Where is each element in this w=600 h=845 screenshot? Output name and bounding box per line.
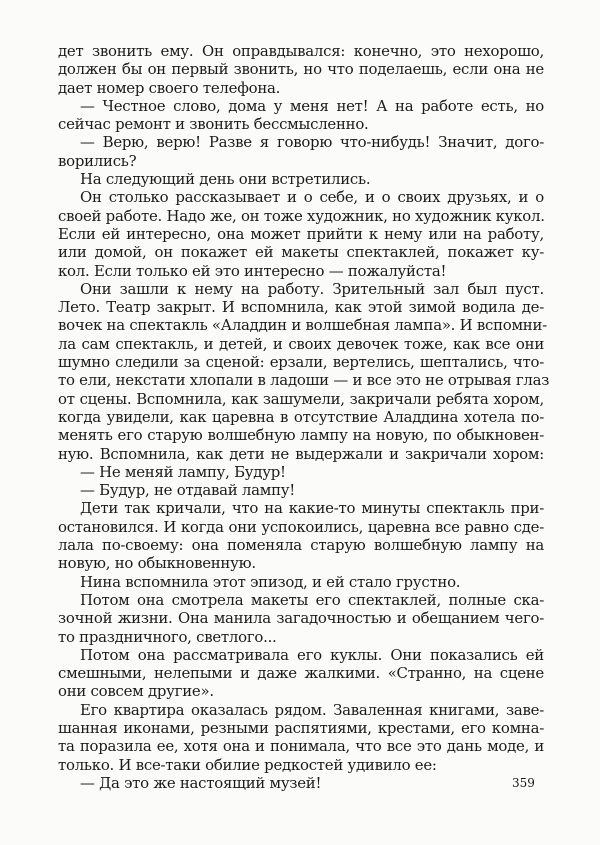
text-line: Потом она смотрела макеты его спектаклей, полные ска-: [80, 590, 544, 609]
text-line: только. И все-таки обилие редкостей удивило ее:: [58, 755, 437, 774]
text-line: шумно следили за сценой: ерзали, вертелись, шептались, что-: [58, 353, 544, 372]
text-line: то ели, некстати хлопали в ладоши — и все это не отрывая глаз: [58, 371, 550, 390]
text-line: кол. Если только ей это интересно — пожалуйста!: [58, 261, 447, 280]
text-line: дает номер своего телефона.: [58, 78, 281, 97]
text-line: Потом она рассматривала его куклы. Они показались ей: [80, 645, 544, 664]
text-line: или домой, он покажет ей макеты спектаклей, покажет ку-: [58, 243, 544, 262]
text-line: Нина вспомнила этот эпизод, и ей стало грустно.: [80, 572, 461, 591]
text-line: сейчас ремонт и звонить бессмысленно.: [58, 115, 369, 134]
text-line: от сцены. Вспомнила, как зашумели, закричали ребята хором,: [58, 389, 544, 408]
text-line: — Будур, не отдавай лампу!: [80, 481, 295, 500]
text-line: Они зашли к нему на работу. Зрительный зал был пуст.: [80, 279, 544, 298]
text-line: та поразила ее, хотя она и понимала, что все это дань моде, и: [58, 737, 544, 756]
text-line: — Не меняй лампу, Будур!: [80, 462, 286, 481]
text-line: смешными, нелепыми и даже жалкими. «Странно, на сцене: [58, 664, 544, 683]
text-line: лала по-своему: она поменяла старую волшебную лампу на: [58, 536, 544, 555]
text-line: должен бы он первый звонить, но что поделаешь, если она не: [58, 60, 544, 79]
text-line: ную. Вспомнила, как дети не выдержали и закричали хором:: [58, 444, 544, 463]
text-line: вочек на спектакль «Аладдин и волшебная лампа». И вспомни-: [58, 316, 547, 335]
text-line: ворились?: [58, 151, 137, 170]
body-text: [58, 42, 550, 792]
text-line: Если ей интересно, она может прийти к нему или на работу,: [58, 224, 544, 243]
text-line: остановился. И когда они успокоились, царевна все равно сде-: [58, 517, 544, 536]
text-line: — Честное слово, дома у меня нет! А на работе есть, но: [80, 96, 544, 115]
text-line: зочной жизни. Она манила загадочностью и обещанием чего-: [58, 609, 544, 628]
text-line: шанная иконами, резными распятиями, крестами, его комна-: [58, 718, 544, 737]
text-line: новую, но обыкновенную.: [58, 554, 256, 573]
text-line: они совсем другие».: [58, 682, 214, 701]
text-line: — Верю, верю! Разве я говорю что-нибудь! Значит, дого-: [80, 133, 544, 152]
text-line: когда увидели, как царевна в отсутствие Аладдина хотела по-: [58, 407, 544, 426]
text-line: Лето. Театр закрыт. И вспомнила, как этой зимой водила де-: [58, 298, 544, 317]
text-line: На следующий день они встретились.: [80, 170, 371, 189]
text-line: то праздничного, светлого...: [58, 627, 277, 646]
text-line: Его квартира оказалась рядом. Заваленная книгами, заве-: [80, 700, 544, 719]
text-line: Он столько рассказывает и о себе, и о своих друзьях, и о: [80, 188, 544, 207]
text-line: Дети так кричали, что на какие-то минуты спектакль при-: [80, 499, 544, 518]
text-line: дет звонить ему. Он оправдывался: конечно, это нехорошо,: [58, 42, 544, 60]
text-line: — Да это же настоящий музей!: [80, 773, 322, 792]
text-line: своей работе. Надо же, он тоже художник, но художник кукол.: [58, 206, 545, 225]
page-number: 359: [512, 776, 535, 790]
text-line: ла сам спектакль, и детей, и своих девочек тоже, как все они: [58, 334, 544, 353]
text-line: менять его старую волшебную лампу на новую, по обыкновен-: [58, 426, 544, 445]
